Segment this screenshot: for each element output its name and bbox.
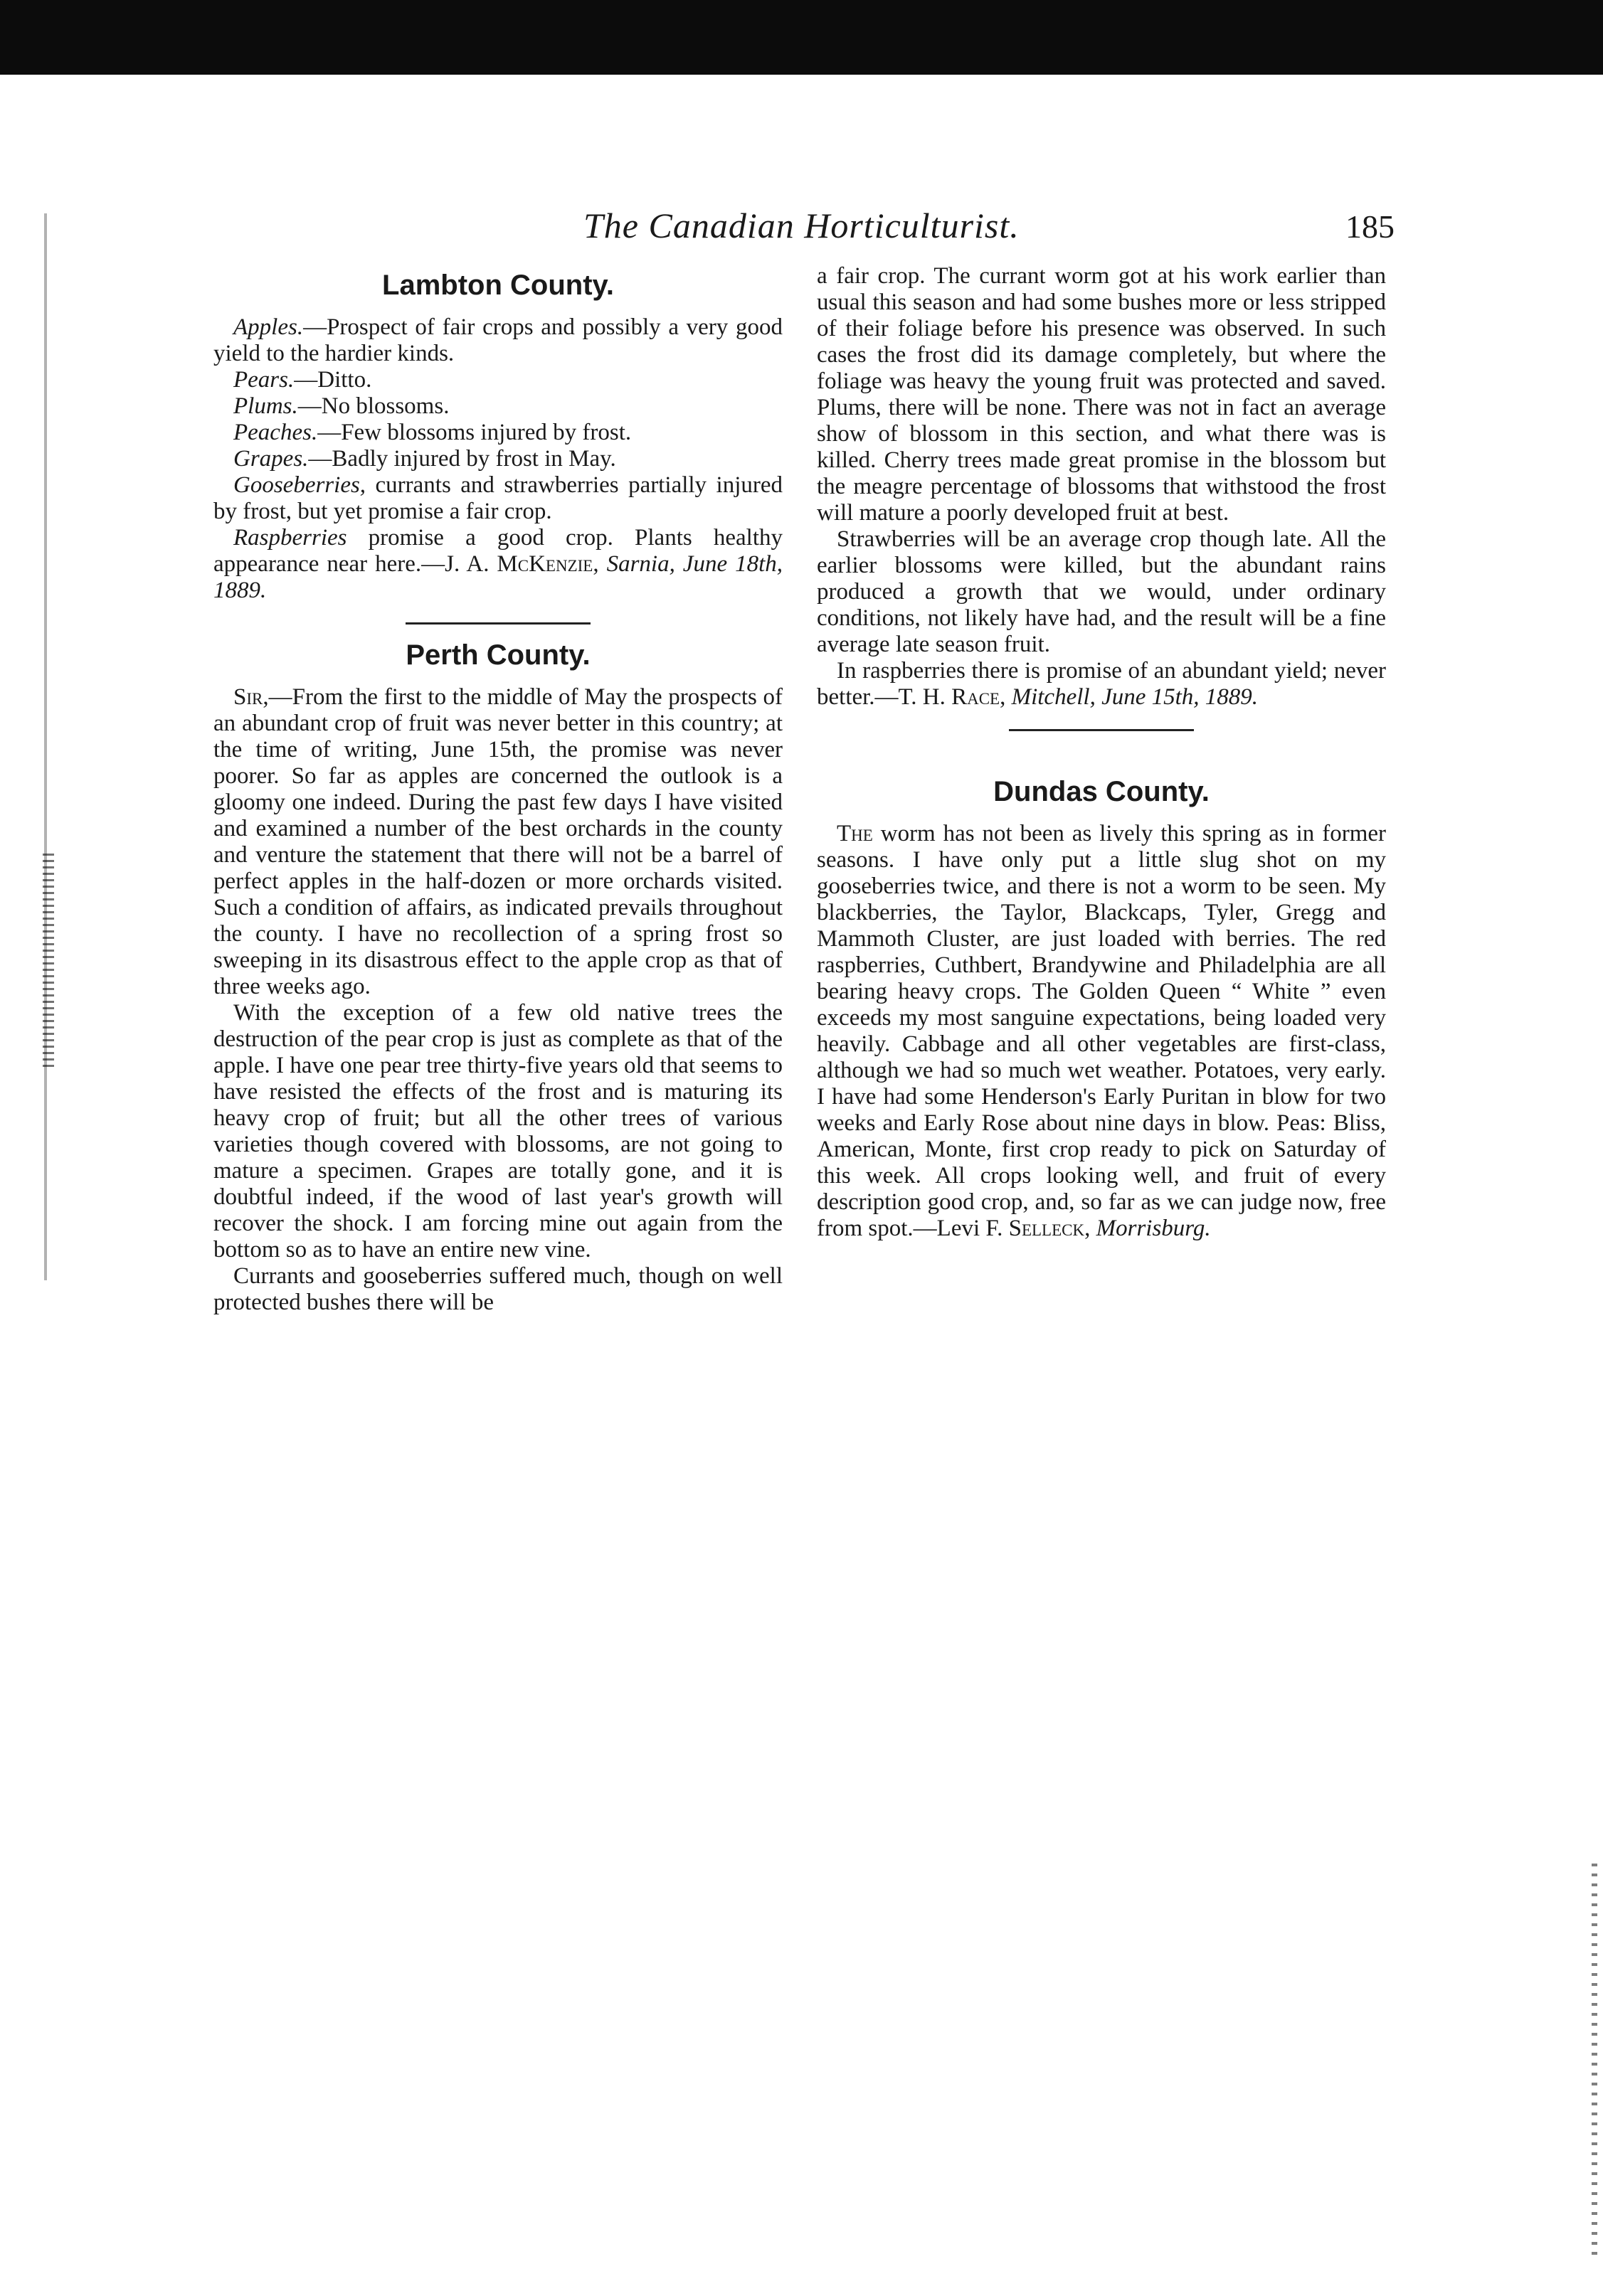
term-grapes: Grapes. xyxy=(233,446,309,472)
perth-heading: Perth County. xyxy=(406,639,591,671)
perth-paragraph-3: Currants and gooseberries suffered much, though on well protected bushes there will be xyxy=(213,1263,783,1315)
section-divider xyxy=(1009,729,1194,731)
lambton-grapes xyxy=(213,446,783,472)
text-gooseberries: currants and strawberries partially injured by frost, but yet promise a fair crop. xyxy=(213,472,783,524)
perth-cont-paragraph-1: a fair crop. The currant worm got at his work earlier than usual this season and had some bushes more or less stripped of their foliage before his presence was observed. In such cases the frost did its damage completely, but where the foliage was heavy the young fruit was protected and saved. Plums, there will be none. There was not in fact an average show of blossom in this section, and what there was is killed. Cherry trees made great promise in the blossom but the meagre percentage of blossoms that withstood the frost will mature a poorly developed fruit at best. xyxy=(817,263,1386,526)
scan-left-specks xyxy=(43,854,54,1067)
lambton-signature-place: Sarnia, June 18th, 1889. xyxy=(213,551,783,603)
left-column xyxy=(213,263,783,1316)
term-peaches: Peaches. xyxy=(233,420,318,445)
term-pears: Pears. xyxy=(233,367,295,393)
term-gooseberries: Gooseberries, xyxy=(233,472,366,498)
page-number: 185 xyxy=(1345,208,1395,245)
term-raspberries: Raspberries xyxy=(233,525,347,551)
perth-salutation: Sir, xyxy=(233,684,269,710)
section-divider xyxy=(406,622,591,625)
text-peaches: —Few blossoms injured by frost. xyxy=(317,420,632,445)
lambton-apples xyxy=(213,314,783,367)
perth-para1-text: —From the first to the middle of May the prospects of an abundant crop of fruit was never better in this country; at the time of writing, June 15th, the promise was never poorer. So far as apples are concerned the outlook is a gloomy one indeed. During the past few days I have visited and examined a number of the best orchards in the county and venture the statement that there will not be a barrel of perfect apples in the half-dozen or more orchards visited. Such a condition of affairs, as indicated prevails throughout the county. I have no recollection of a spring frost so sweeping in its disastrous effect to the apple crop as that of three weeks ago. xyxy=(213,684,783,999)
perth-cont-paragraph-2: Strawberries will be an average crop though late. All the earlier blossoms were killed, but the abundant rains produced a growth that we would, under ordinary conditions, not likely have had, and the result will be a fine average late season fruit. xyxy=(817,526,1386,657)
text-raspberries: promise a good crop. Plants healthy appearance near here.—J. A. xyxy=(213,525,783,577)
running-head xyxy=(583,205,1395,255)
dundas-signature-place: Morrisburg. xyxy=(1090,1216,1211,1241)
journal-title: The Canadian Horticulturist. xyxy=(583,206,1020,245)
dundas-signature-name: Selleck, xyxy=(1008,1216,1091,1241)
perth-paragraph-1 xyxy=(213,684,783,1000)
right-column xyxy=(817,263,1386,1242)
perth-signature-place: Mitchell, June 15th, 1889. xyxy=(1005,684,1259,710)
text-pears: —Ditto. xyxy=(294,367,372,393)
lambton-plums xyxy=(213,393,783,420)
lambton-pears xyxy=(213,367,783,393)
perth-cont-para3-text: In raspberries there is promise of an abundant yield; never better.—T. H. xyxy=(817,658,1386,710)
dundas-lead: The xyxy=(837,821,873,846)
perth-cont-paragraph-3 xyxy=(817,658,1386,711)
lambton-peaches xyxy=(213,420,783,446)
lambton-gooseberries xyxy=(213,472,783,525)
text-grapes: —Badly injured by frost in May. xyxy=(308,446,616,472)
dundas-paragraph xyxy=(817,821,1386,1242)
perth-paragraph-2: With the exception of a few old native trees the destruction of the pear crop is just as complete as that of the apple. I have one pear tree thirty-five years old that seems to have resisted the effects of the frost and is maturing its heavy crop of fruit; but all the other trees of various varieties though covered with blossoms, are not going to mature a specimen. Grapes are totally gone, and it is doubtful indeed, if the wood of last year's growth will recover the shock. I am forcing mine out again from the bottom so as to have an entire new vine. xyxy=(213,1000,783,1263)
perth-signature-name: Race, xyxy=(951,684,1006,710)
term-plums: Plums. xyxy=(233,393,298,419)
lambton-raspberries xyxy=(213,525,783,604)
scan-top-border xyxy=(0,0,1603,75)
text-apples: —Prospect of fair crops and possibly a very good yield to the hardier kinds. xyxy=(213,314,783,366)
lambton-heading: Lambton County. xyxy=(382,270,614,301)
lambton-signature-name: McKenzie, xyxy=(497,551,599,577)
dundas-heading: Dundas County. xyxy=(993,776,1210,807)
scan-left-edge xyxy=(44,213,47,1280)
term-apples: Apples. xyxy=(233,314,304,340)
text-plums: —No blossoms. xyxy=(297,393,450,419)
dundas-body: worm has not been as lively this spring as in former seasons. I have only put a little slug shot on my gooseberries twice, and there is not a worm to be seen. My blackberries, the Taylor, Blackcaps, Tyler, Gregg and Mammoth Cluster, are just loaded with berries. The red raspberries, Cuthbert, Brandywine and Philadelphia are all bearing heavy crops. The Golden Queen “ White ” even exceeds my most sanguine expectations, being loaded very heavily. Cabbage and all other vegetables are first-class, although we had so much wet weather. Potatoes, very early. I have had some Henderson's Early Puritan in blow for two weeks and Early Rose about nine days in blow. Peas: Bliss, American, Monte, first crop ready to pick on Saturday of this week. All crops looking well, and fruit of every description good crop, and, so far as we can judge now, free from spot.—Levi F. xyxy=(817,821,1386,1241)
scan-right-specks xyxy=(1592,1864,1597,2262)
